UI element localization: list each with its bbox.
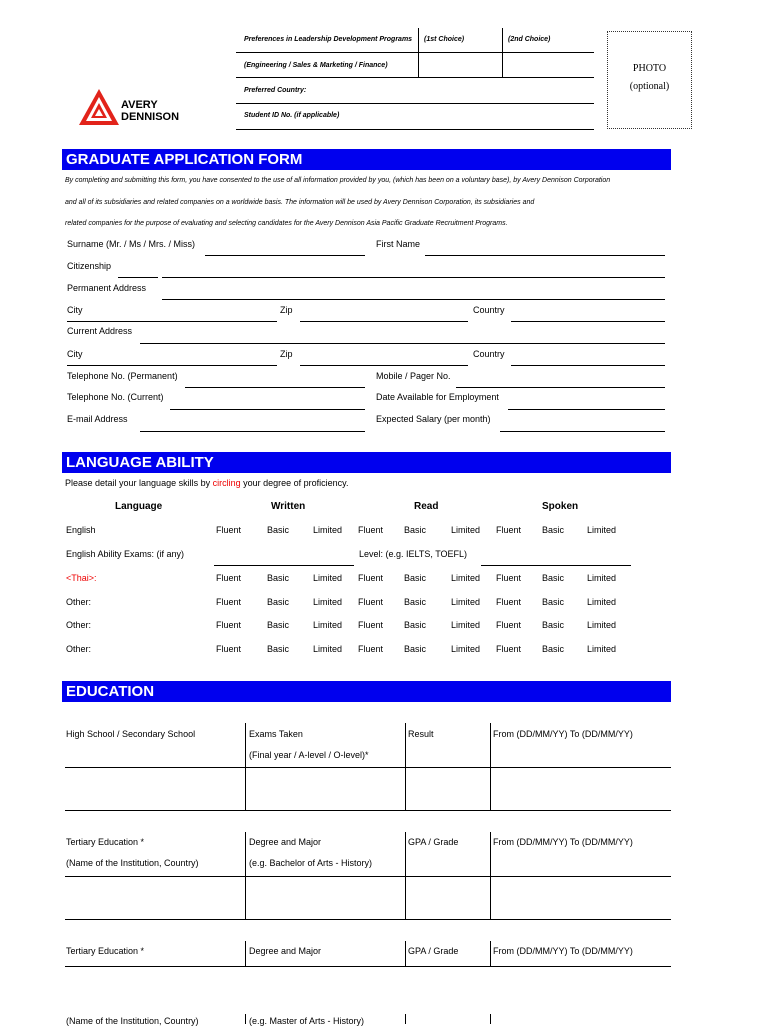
tel-permanent-field[interactable] [185,387,365,388]
proficiency-option[interactable]: Basic [404,597,427,607]
degree-example-label: (e.g. Bachelor of Arts - History) [249,858,373,868]
proficiency-option[interactable]: Fluent [358,644,384,654]
city-label: City [67,305,83,315]
proficiency-option[interactable]: Basic [542,573,565,583]
proficiency-option[interactable]: Fluent [496,573,522,583]
exams-note-label: (Final year / A-level / O-level)* [249,750,369,760]
tel-permanent-label: Telephone No. (Permanent) [67,371,178,381]
consent-line-1: By completing and submitting this form, you have consented to the use of all information provided by you, (which has been on a voluntary base), by Avery Dennison Corporation [65,177,611,184]
date-available-field[interactable] [508,409,665,410]
table-rule [65,810,671,811]
city-label: City [67,349,83,359]
exams-level-label: Level: (e.g. IELTS, TOEFL) [359,549,468,559]
proficiency-option[interactable]: Fluent [496,597,522,607]
language-name: <Thai>: [66,573,97,583]
proficiency-option[interactable]: Limited [587,573,617,583]
proficiency-option[interactable]: Limited [587,597,617,607]
photo-optional-label: (optional) [629,81,670,92]
zip-label: Zip [280,305,293,315]
proficiency-option[interactable]: Limited [587,525,617,535]
header-divider [502,28,503,77]
proficiency-option[interactable]: Basic [267,620,290,630]
proficiency-option[interactable]: Basic [267,644,290,654]
table-rule [65,919,671,920]
proficiency-option[interactable]: Basic [542,620,565,630]
date-available-label: Date Available for Employment [376,392,499,402]
table-rule [65,767,671,768]
proficiency-option[interactable]: Fluent [496,620,522,630]
table-divider [245,1014,246,1024]
proficiency-option[interactable]: Basic [404,573,427,583]
proficiency-option[interactable]: Basic [267,597,290,607]
proficiency-option[interactable]: Fluent [216,644,242,654]
current-country-field[interactable] [511,365,665,366]
proficiency-option[interactable]: Limited [313,573,343,583]
permanent-address-field[interactable] [162,299,665,300]
logo-text-line2: DENNISON [121,111,180,123]
current-address-field[interactable] [140,343,665,344]
col-language: Language [115,501,163,512]
surname-field[interactable] [205,255,365,256]
proficiency-option[interactable]: Basic [542,644,565,654]
country-label: Country [473,305,505,315]
permanent-address-label: Permanent Address [67,283,147,293]
student-id-field[interactable] [236,129,594,130]
table-divider [490,1014,491,1024]
institution-label: (Name of the Institution, Country) [66,1016,199,1026]
pref-programs-label: Preferences in Leadership Development Programs [244,36,413,43]
intro-circling: circling [212,478,241,488]
photo-label: PHOTO [632,63,667,74]
photo-box[interactable] [607,31,692,129]
language-title: LANGUAGE ABILITY [62,452,671,473]
proficiency-option[interactable]: Limited [451,644,481,654]
degree-label: Degree and Major [249,946,322,956]
proficiency-option[interactable]: Limited [451,525,481,535]
proficiency-option[interactable]: Limited [313,525,343,535]
proficiency-option[interactable]: Limited [313,620,343,630]
gpa-label: GPA / Grade [408,946,459,956]
tel-current-field[interactable] [170,409,365,410]
proficiency-option[interactable]: Limited [587,620,617,630]
table-divider [490,941,491,966]
current-address-label: Current Address [67,326,133,336]
proficiency-option[interactable]: Fluent [358,573,384,583]
logo-triangle-icon [78,88,120,126]
language-name: Other: [66,644,92,654]
proficiency-option[interactable]: Limited [451,620,481,630]
header-rule [236,52,594,53]
col-spoken: Spoken [542,501,579,512]
mobile-field[interactable] [456,387,665,388]
zip-field[interactable] [300,321,468,322]
mobile-label: Mobile / Pager No. [376,371,451,381]
education-title: EDUCATION [62,681,671,702]
citizenship-field[interactable] [118,277,158,278]
result-label: Result [408,729,434,739]
proficiency-option[interactable]: Fluent [496,525,522,535]
second-choice-label: (2nd Choice) [508,36,551,43]
proficiency-option[interactable]: Basic [542,525,565,535]
proficiency-option[interactable]: Limited [313,597,343,607]
current-city-field[interactable] [67,365,277,366]
proficiency-option[interactable]: Basic [404,620,427,630]
table-rule [65,966,671,967]
header-divider [418,28,419,77]
proficiency-option[interactable]: Basic [542,597,565,607]
current-zip-field[interactable] [300,365,468,366]
language-intro [65,478,349,488]
exams-taken-label: Exams Taken [249,729,303,739]
exams-field[interactable] [214,565,354,566]
tertiary-label: Tertiary Education * [66,946,145,956]
proficiency-option[interactable]: Fluent [216,620,242,630]
preferred-country-label: Preferred Country: [244,87,307,94]
intro-text: Please detail your language skills by [65,478,213,488]
avery-dennison-logo [78,88,193,128]
table-divider [245,941,246,966]
zip-label: Zip [280,349,293,359]
degree-example-label: (e.g. Master of Arts - History) [249,1016,365,1026]
intro-text: your degree of proficiency. [240,478,349,488]
proficiency-option[interactable]: Limited [451,597,481,607]
country-field[interactable] [511,321,665,322]
student-id-label: Student ID No. (if applicable) [244,112,340,119]
table-rule [65,876,671,877]
proficiency-option[interactable]: Limited [587,644,617,654]
gpa-label: GPA / Grade [408,837,459,847]
country-label: Country [473,349,505,359]
degree-label: Degree and Major [249,837,322,847]
institution-label: (Name of the Institution, Country) [66,858,199,868]
tel-current-label: Telephone No. (Current) [67,392,164,402]
consent-line-3: related companies for the purpose of evaluating and selecting candidates for the Avery Dennison Asia Pacific Graduate Recruitment Programs. [65,220,508,227]
exams-level-field[interactable] [481,565,631,566]
expected-salary-field[interactable] [500,431,665,432]
logo-text-line1: AVERY [121,99,158,111]
proficiency-option[interactable]: Limited [313,644,343,654]
proficiency-option[interactable]: Fluent [216,597,242,607]
proficiency-option[interactable]: Fluent [216,573,242,583]
header-rule [236,77,594,78]
email-field[interactable] [140,431,365,432]
proficiency-option[interactable]: Limited [451,573,481,583]
email-label: E-mail Address [67,414,128,424]
col-written: Written [271,501,306,512]
proficiency-option[interactable]: Basic [267,525,290,535]
expected-salary-label: Expected Salary (per month) [376,414,491,424]
table-divider [405,1014,406,1024]
proficiency-option[interactable]: Fluent [358,525,384,535]
form-title: GRADUATE APPLICATION FORM [62,149,671,170]
preferred-country-field[interactable] [236,103,594,104]
proficiency-option[interactable]: Fluent [496,644,522,654]
citizenship-label: Citizenship [67,261,112,271]
from-to-label: From (DD/MM/YY) To (DD/MM/YY) [493,837,633,847]
proficiency-option[interactable]: Fluent [358,620,384,630]
city-field[interactable] [67,321,277,322]
consent-line-2: and all of its subsidiaries and related companies on a worldwide basis. The information will be used by Avery Dennison Corporation, its subsidiaries and [65,199,535,206]
first-name-label: First Name [376,239,421,249]
col-read: Read [414,501,439,512]
hs-label: High School / Secondary School [66,729,196,739]
first-name-field[interactable] [425,255,665,256]
proficiency-option[interactable]: Fluent [216,525,242,535]
proficiency-option[interactable]: Basic [267,573,290,583]
citizenship-field-ext[interactable] [162,277,665,278]
pref-options-label: (Engineering / Sales & Marketing / Finance) [244,62,388,69]
from-to-label: From (DD/MM/YY) To (DD/MM/YY) [493,729,633,739]
language-name: English [66,525,96,535]
language-name: Other: [66,620,92,630]
from-to-label: From (DD/MM/YY) To (DD/MM/YY) [493,946,633,956]
language-name: Other: [66,597,92,607]
first-choice-label: (1st Choice) [424,36,465,43]
tertiary-label: Tertiary Education * [66,837,145,847]
surname-label: Surname (Mr. / Ms / Mrs. / Miss) [67,239,196,249]
table-divider [405,941,406,966]
proficiency-option[interactable]: Basic [404,525,427,535]
proficiency-option[interactable]: Fluent [358,597,384,607]
proficiency-option[interactable]: Basic [404,644,427,654]
exams-label: English Ability Exams: (if any) [66,549,185,559]
